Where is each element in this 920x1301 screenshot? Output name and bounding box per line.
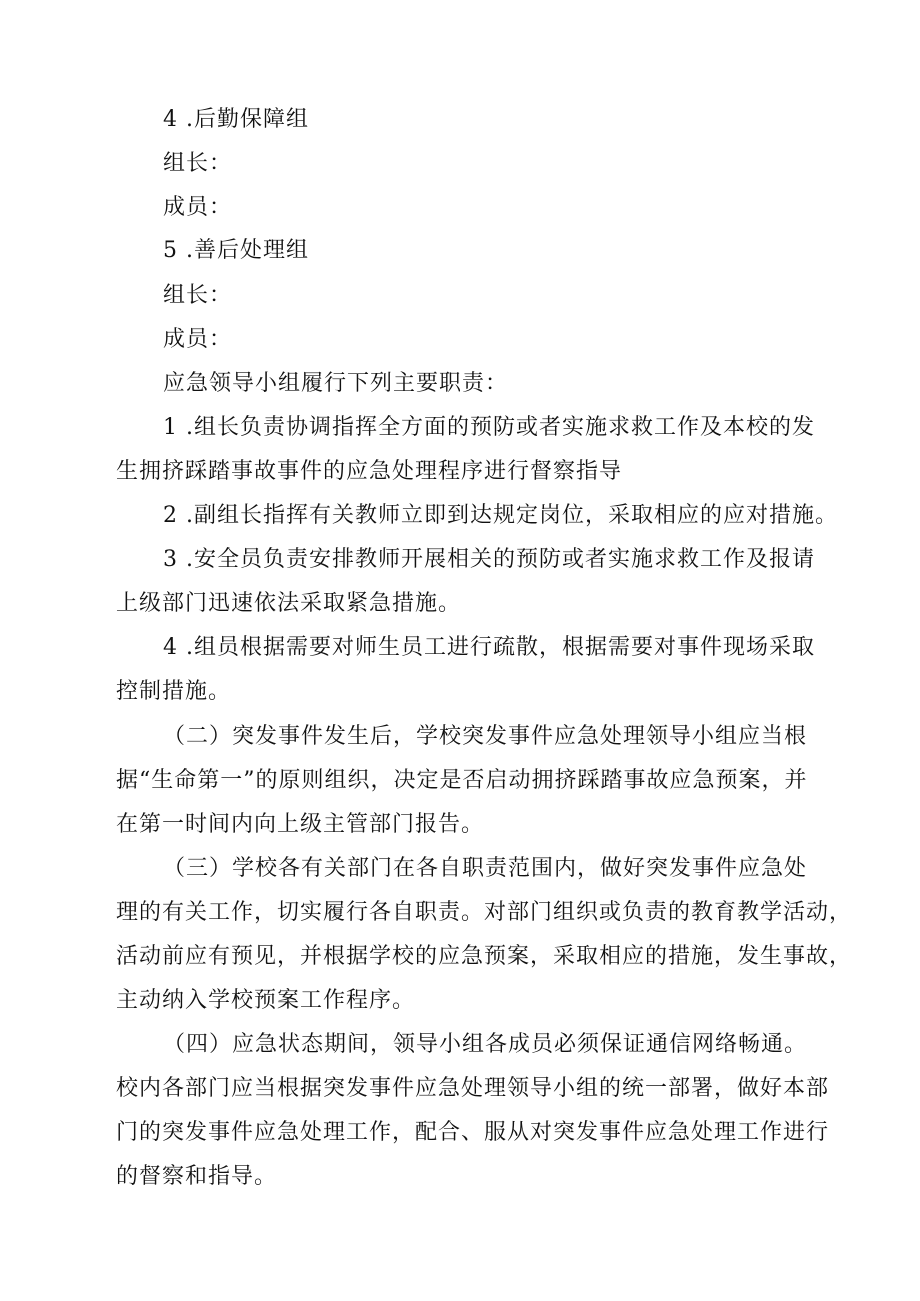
section-3-line-3: 活动前应有预见，并根据学校的应急预案，采取相应的措施，发生事故，	[116, 944, 853, 969]
section-4-line-2: 校内各部门应当根据突发事件应急处理领导小组的统一部署，做好本部	[116, 1076, 830, 1101]
duty-3-line-1: 3 .安全员负责安排教师开展相关的预防或者实施求救工作及报请	[163, 547, 815, 572]
aftermath-group-leader: 组长：	[163, 283, 233, 308]
section-4-line-3: 门的突发事件应急处理工作，配合、服从对突发事件应急处理工作进行	[116, 1120, 830, 1145]
duty-4-line-1: 4 .组员根据需要对师生员工进行疏散，根据需要对事件现场采取	[163, 635, 815, 660]
section-4-line-1: （四）应急状态期间，领导小组各成员必须保证通信网络畅通。	[163, 1032, 808, 1057]
section-4-line-4: 的督察和指导。	[116, 1164, 278, 1189]
duty-3-line-2: 上级部门迅速依法采取紧急措施。	[116, 591, 462, 616]
aftermath-group-members: 成员：	[163, 327, 233, 352]
section-3-line-4: 主动纳入学校预案工作程序。	[116, 988, 416, 1013]
section-3-line-2: 理的有关工作，切实履行各自职责。对部门组织或负责的教育教学活动，	[116, 900, 853, 925]
section-2-line-2: 据“生命第一”的原则组织，决定是否启动拥挤踩踏事故应急预案，并	[116, 768, 808, 793]
heading-logistics-group: 4 .后勤保障组	[163, 107, 309, 132]
duties-intro: 应急领导小组履行下列主要职责：	[163, 371, 509, 396]
heading-aftermath-group: 5 .善后处理组	[163, 238, 309, 263]
duty-1-line-1: 1 .组长负责协调指挥全方面的预防或者实施求救工作及本校的发	[163, 415, 815, 440]
section-3-line-1: （三）学校各有关部门在各自职责范围内，做好突发事件应急处	[163, 856, 808, 881]
logistics-group-leader: 组长：	[163, 151, 233, 176]
section-2-line-1: （二）突发事件发生后，学校突发事件应急处理领导小组应当根	[163, 724, 808, 749]
logistics-group-members: 成员：	[163, 195, 233, 220]
section-2-line-3: 在第一时间内向上级主管部门报告。	[116, 812, 485, 837]
duty-1-line-2: 生拥挤踩踏事故事件的应急处理程序进行督察指导	[116, 459, 623, 484]
duty-4-line-2: 控制措施。	[116, 679, 232, 704]
duty-2: 2 .副组长指挥有关教师立即到达规定岗位，采取相应的应对措施。	[163, 503, 838, 528]
